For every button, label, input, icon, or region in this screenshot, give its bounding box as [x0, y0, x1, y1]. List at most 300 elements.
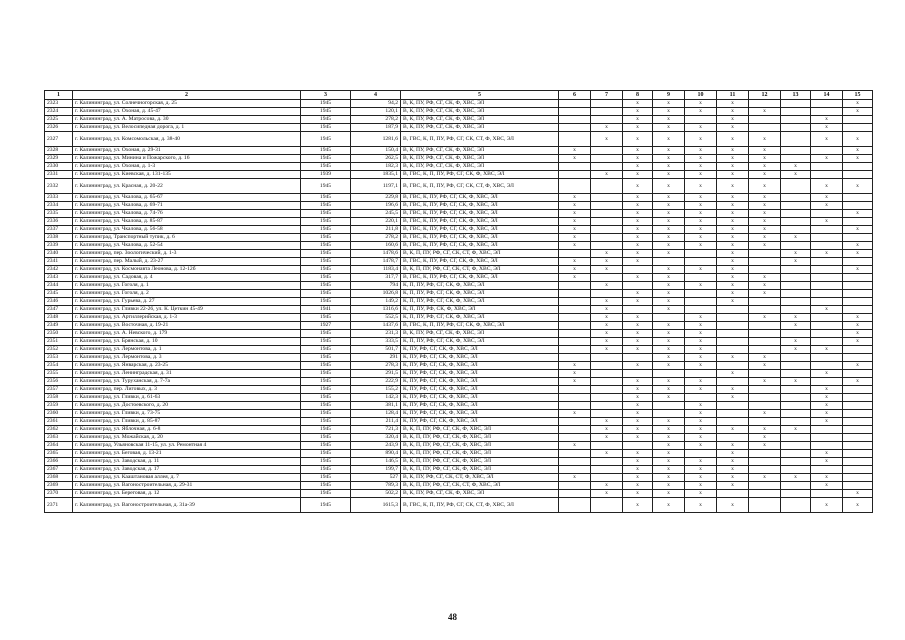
cell-col-8: x: [623, 426, 653, 434]
cell-col-12: [749, 338, 781, 346]
cell-col-2: г. Калининград, ул. Достоевского, д. 20: [73, 402, 301, 410]
cell-col-5: В, ГВС, К, ПУ, РФ, СГ, СК, Ф, ХВС, ЭЛ: [401, 218, 559, 226]
cell-col-8: x: [623, 116, 653, 124]
cell-col-13: [781, 108, 811, 116]
cell-col-4: 890,4: [351, 450, 401, 458]
cell-col-14: x: [811, 386, 843, 394]
cell-col-6: [559, 330, 591, 338]
cell-col-13: [781, 442, 811, 450]
cell-col-7: x: [591, 346, 623, 354]
cell-col-10: x: [685, 474, 717, 482]
cell-col-4: 320,4: [351, 434, 401, 442]
table-row: [45, 218, 873, 226]
cell-col-6: x: [559, 362, 591, 370]
cell-col-2: г. Калининград, пер. Малый, д. 23-27: [73, 258, 301, 266]
cell-col-4: 794: [351, 282, 401, 290]
cell-col-1: 2333: [45, 194, 73, 202]
cell-col-10: [685, 370, 717, 378]
cell-col-10: x: [685, 330, 717, 338]
cell-col-7: [591, 354, 623, 362]
cell-col-1: 2370: [45, 490, 73, 498]
cell-col-13: [781, 402, 811, 410]
cell-col-13: x: [781, 474, 811, 482]
cell-col-6: [559, 179, 591, 194]
cell-col-8: x: [623, 434, 653, 442]
cell-col-15: [843, 274, 873, 282]
cell-col-14: x: [811, 418, 843, 426]
cell-col-14: x: [811, 450, 843, 458]
table-row: [45, 434, 873, 442]
cell-col-12: [749, 306, 781, 314]
table-row: [45, 314, 873, 322]
cell-col-1: 2328: [45, 147, 73, 155]
cell-col-7: x: [591, 250, 623, 258]
cell-col-7: [591, 498, 623, 513]
table-row: [45, 210, 873, 218]
cell-col-14: x: [811, 155, 843, 163]
cell-col-5: В, К, ПУ, РФ, СГ, СК, Ф, ХВС, ЭЛ: [401, 155, 559, 163]
cell-col-5: В, ГВС, К, ПУ, РФ, СГ, СК, Ф, ХВС, ЭЛ: [401, 202, 559, 210]
cell-col-14: x: [811, 394, 843, 402]
table-row: [45, 194, 873, 202]
cell-col-3: 1945: [301, 147, 351, 155]
header-cell-15: 15: [843, 91, 873, 100]
cell-col-12: x: [749, 163, 781, 171]
cell-col-11: x: [717, 108, 749, 116]
cell-col-3: 1945: [301, 282, 351, 290]
cell-col-8: x: [623, 202, 653, 210]
cell-col-12: [749, 394, 781, 402]
cell-col-15: x: [843, 155, 873, 163]
cell-col-6: x: [559, 474, 591, 482]
cell-col-15: [843, 434, 873, 442]
cell-col-3: 1945: [301, 163, 351, 171]
cell-col-1: 2324: [45, 108, 73, 116]
cell-col-4: 245,5: [351, 210, 401, 218]
table-row: [45, 234, 873, 242]
cell-col-2: г. Калининград, ул. Комсомольская, д. 38-40: [73, 132, 301, 147]
cell-col-7: [591, 410, 623, 418]
cell-col-4: 1026,8: [351, 290, 401, 298]
table-row: [45, 179, 873, 194]
cell-col-13: [781, 458, 811, 466]
cell-col-6: [559, 314, 591, 322]
cell-col-13: [781, 498, 811, 513]
cell-col-14: x: [811, 474, 843, 482]
table-row: [45, 242, 873, 250]
cell-col-5: В, ГВС, К, ПУ, РФ, СГ, СК, Ф, ХВС, ЭЛ: [401, 210, 559, 218]
cell-col-14: [811, 354, 843, 362]
cell-col-4: 1197,1: [351, 179, 401, 194]
cell-col-8: x: [623, 474, 653, 482]
cell-col-5: К, ПУ, РФ, СГ, СК, Ф, ХВС, ЭЛ: [401, 418, 559, 426]
cell-col-3: 1945: [301, 362, 351, 370]
cell-col-7: [591, 116, 623, 124]
table-row: [45, 171, 873, 179]
cell-col-9: x: [653, 147, 685, 155]
cell-col-12: x: [749, 434, 781, 442]
cell-col-5: В, ГВС, К, ПУ, РФ, СГ, СК, Ф, ХВС, ЭЛ: [401, 242, 559, 250]
cell-col-9: x: [653, 466, 685, 474]
cell-col-9: x: [653, 386, 685, 394]
cell-col-10: [685, 116, 717, 124]
cell-col-7: [591, 290, 623, 298]
cell-col-13: [781, 290, 811, 298]
cell-col-2: г. Калининград, ул. А. Невского, д. 179: [73, 330, 301, 338]
cell-col-6: x: [559, 266, 591, 274]
cell-col-10: [685, 274, 717, 282]
cell-col-11: x: [717, 282, 749, 290]
cell-col-4: 142,3: [351, 394, 401, 402]
cell-col-5: В, К, ПУ, РФ, СГ, СК, Ф, ХВС, ЭЛ: [401, 108, 559, 116]
cell-col-10: x: [685, 426, 717, 434]
cell-col-7: [591, 370, 623, 378]
cell-col-14: x: [811, 202, 843, 210]
cell-col-11: x: [717, 226, 749, 234]
cell-col-3: 1945: [301, 354, 351, 362]
cell-col-2: г. Калининград, ул. Велосипедная дорога, д. 1: [73, 124, 301, 132]
cell-col-3: 1945: [301, 474, 351, 482]
cell-col-11: x: [717, 298, 749, 306]
table-row: [45, 338, 873, 346]
cell-col-8: x: [623, 490, 653, 498]
cell-col-15: [843, 258, 873, 266]
cell-col-5: В, ГВС, К, ПУ, РФ, СГ, СК, Ф, ХВС, ЭЛ: [401, 258, 559, 266]
cell-col-10: x: [685, 132, 717, 147]
cell-col-5: К, ПУ, РФ, СГ, СК, Ф, ХВС, ЭЛ: [401, 346, 559, 354]
cell-col-13: x: [781, 250, 811, 258]
cell-col-12: [749, 466, 781, 474]
header-cell-12: 12: [749, 91, 781, 100]
cell-col-1: 2357: [45, 386, 73, 394]
cell-col-6: x: [559, 226, 591, 234]
cell-col-2: г. Калининград, ул. Гливки, д. 73-75: [73, 410, 301, 418]
cell-col-2: г. Калининград, ул. Заводская, д. 11: [73, 458, 301, 466]
cell-col-10: [685, 450, 717, 458]
cell-col-2: г. Калининград, ул. Брянская, д. 10: [73, 338, 301, 346]
cell-col-4: 196,6: [351, 202, 401, 210]
cell-col-7: [591, 242, 623, 250]
cell-col-11: [717, 314, 749, 322]
cell-col-14: [811, 290, 843, 298]
cell-col-7: x: [591, 258, 623, 266]
cell-col-5: В, К, П, ПУ, РФ, СГ, СК, Ф, ХВС, ЭЛ: [401, 426, 559, 434]
cell-col-15: [843, 474, 873, 482]
cell-col-2: г. Калининград, ул. Январская, д. 23-25: [73, 362, 301, 370]
cell-col-15: [843, 290, 873, 298]
cell-col-8: x: [623, 410, 653, 418]
cell-col-3: 1945: [301, 124, 351, 132]
cell-col-12: [749, 250, 781, 258]
cell-col-2: г. Калининград, ул. Чкалова, д. 65-67: [73, 194, 301, 202]
cell-col-4: 317,7: [351, 274, 401, 282]
cell-col-8: x: [623, 234, 653, 242]
cell-col-8: x: [623, 179, 653, 194]
cell-col-10: [685, 298, 717, 306]
cell-col-2: г. Калининград, ул. Охоная, д. 29-31: [73, 147, 301, 155]
cell-col-8: x: [623, 418, 653, 426]
cell-col-6: [559, 346, 591, 354]
cell-col-1: 2349: [45, 322, 73, 330]
cell-col-15: x: [843, 266, 873, 274]
cell-col-2: г. Калининград, ул. Вагоностроительная, д. 31а-39: [73, 498, 301, 513]
cell-col-2: г. Калининград, ул. Беговая, д. 13-21: [73, 450, 301, 458]
cell-col-13: [781, 394, 811, 402]
cell-col-11: x: [717, 218, 749, 226]
cell-col-15: x: [843, 314, 873, 322]
cell-col-10: x: [685, 338, 717, 346]
cell-col-7: [591, 274, 623, 282]
cell-col-5: К, ПУ, РФ, СГ, СК, Ф, ХВС, ЭЛ: [401, 354, 559, 362]
cell-col-8: x: [623, 458, 653, 466]
cell-col-9: x: [653, 179, 685, 194]
cell-col-11: x: [717, 482, 749, 490]
cell-col-11: x: [717, 290, 749, 298]
cell-col-4: 211,4: [351, 418, 401, 426]
cell-col-6: [559, 354, 591, 362]
cell-col-5: К, ПУ, РФ, СГ, СК, Ф, ХВС, ЭЛ: [401, 410, 559, 418]
cell-col-11: x: [717, 100, 749, 108]
cell-col-11: x: [717, 458, 749, 466]
cell-col-13: [781, 362, 811, 370]
cell-col-1: 2340: [45, 250, 73, 258]
cell-col-2: г. Калининград, ул. Красная, д. 20-22: [73, 179, 301, 194]
table-row: [45, 322, 873, 330]
cell-col-8: x: [623, 314, 653, 322]
cell-col-10: x: [685, 402, 717, 410]
cell-col-3: 1939: [301, 171, 351, 179]
cell-col-12: x: [749, 314, 781, 322]
cell-col-14: x: [811, 346, 843, 354]
cell-col-6: x: [559, 242, 591, 250]
cell-col-8: x: [623, 132, 653, 147]
cell-col-12: [749, 370, 781, 378]
cell-col-6: [559, 418, 591, 426]
cell-col-1: 2335: [45, 210, 73, 218]
cell-col-15: [843, 306, 873, 314]
cell-col-5: К, П, ПУ, РФ, СГ, СК, Ф, ХВС, ЭЛ: [401, 314, 559, 322]
cell-col-12: x: [749, 362, 781, 370]
cell-col-4: 222,9: [351, 378, 401, 386]
cell-col-4: 527: [351, 474, 401, 482]
cell-col-7: [591, 202, 623, 210]
cell-col-13: [781, 490, 811, 498]
cell-col-15: x: [843, 100, 873, 108]
cell-col-11: x: [717, 442, 749, 450]
cell-col-10: x: [685, 434, 717, 442]
cell-col-13: [781, 132, 811, 147]
cell-col-8: [623, 306, 653, 314]
cell-col-12: x: [749, 378, 781, 386]
cell-col-15: [843, 218, 873, 226]
cell-col-13: x: [781, 426, 811, 434]
table-row: [45, 100, 873, 108]
cell-col-3: 1945: [301, 442, 351, 450]
cell-col-4: 187,9: [351, 124, 401, 132]
cell-col-1: 2365: [45, 450, 73, 458]
cell-col-13: [781, 194, 811, 202]
cell-col-1: 2353: [45, 354, 73, 362]
cell-col-14: [811, 100, 843, 108]
cell-col-6: x: [559, 370, 591, 378]
cell-col-9: x: [653, 482, 685, 490]
header-cell-6: 6: [559, 91, 591, 100]
cell-col-8: x: [623, 274, 653, 282]
cell-col-3: 1945: [301, 210, 351, 218]
cell-col-5: К, ПУ, РФ, СГ, СК, Ф, ХВС, ЭЛ: [401, 378, 559, 386]
cell-col-5: В, К, ПУ, РФ, СГ, СК, Ф, ХВС, ЭЛ: [401, 100, 559, 108]
cell-col-10: x: [685, 314, 717, 322]
cell-col-6: [559, 108, 591, 116]
table-row: [45, 402, 873, 410]
cell-col-6: x: [559, 410, 591, 418]
cell-col-8: x: [623, 402, 653, 410]
cell-col-6: [559, 322, 591, 330]
cell-col-15: [843, 194, 873, 202]
cell-col-6: [559, 402, 591, 410]
cell-col-3: 1945: [301, 132, 351, 147]
cell-col-13: [781, 155, 811, 163]
cell-col-5: В, К, П, ПУ, РФ, СГ, СК, Ф, ХВС, ЭЛ: [401, 450, 559, 458]
cell-col-11: [717, 346, 749, 354]
cell-col-1: 2366: [45, 458, 73, 466]
cell-col-2: г. Калининград, ул. Туруханская, д. 7-7а: [73, 378, 301, 386]
cell-col-12: x: [749, 410, 781, 418]
cell-col-4: 160,6: [351, 242, 401, 250]
cell-col-1: 2332: [45, 179, 73, 194]
cell-col-12: [749, 386, 781, 394]
cell-col-2: г. Калининград, ул. Заводская, д. 17: [73, 466, 301, 474]
cell-col-1: 2334: [45, 202, 73, 210]
cell-col-10: x: [685, 386, 717, 394]
cell-col-6: x: [559, 147, 591, 155]
cell-col-15: [843, 234, 873, 242]
cell-col-3: 1945: [301, 202, 351, 210]
cell-col-3: 1945: [301, 274, 351, 282]
cell-col-14: [811, 466, 843, 474]
cell-col-7: [591, 362, 623, 370]
cell-col-2: г. Калининград, ул. Чкалова, д. 56-58: [73, 226, 301, 234]
cell-col-12: [749, 458, 781, 466]
cell-col-14: [811, 226, 843, 234]
cell-col-11: x: [717, 498, 749, 513]
cell-col-12: x: [749, 242, 781, 250]
cell-col-2: г. Калининград, ул. Гурьева, д. 27: [73, 298, 301, 306]
cell-col-2: г. Калининград, ул. Вагоностроительная, д. 29-31: [73, 482, 301, 490]
cell-col-9: x: [653, 434, 685, 442]
cell-col-8: [623, 282, 653, 290]
cell-col-11: x: [717, 179, 749, 194]
cell-col-7: x: [591, 482, 623, 490]
header-cell-7: 7: [591, 91, 623, 100]
cell-col-7: x: [591, 418, 623, 426]
cell-col-10: x: [685, 378, 717, 386]
cell-col-15: [843, 386, 873, 394]
table-row: [45, 290, 873, 298]
cell-col-11: [717, 322, 749, 330]
cell-col-15: x: [843, 362, 873, 370]
cell-col-14: [811, 258, 843, 266]
cell-col-2: г. Калининград, ул. Чкалова, д. 85-87: [73, 218, 301, 226]
header-cell-9: 9: [653, 91, 685, 100]
cell-col-8: [623, 370, 653, 378]
cell-col-3: 1945: [301, 234, 351, 242]
cell-col-8: x: [623, 108, 653, 116]
cell-col-10: x: [685, 171, 717, 179]
cell-col-6: [559, 124, 591, 132]
cell-col-2: г. Калининград, ул. Гливки 22-26, ул. К. Цеткин 45-49: [73, 306, 301, 314]
cell-col-10: x: [685, 163, 717, 171]
table-body: [45, 91, 873, 513]
header-cell-2: 2: [73, 91, 301, 100]
cell-col-5: В, К, П, ПУ, РФ, СГ, СК, СТ, Ф, ХВС, ЭЛ: [401, 266, 559, 274]
cell-col-11: x: [717, 466, 749, 474]
table-row: [45, 116, 873, 124]
cell-col-10: x: [685, 194, 717, 202]
cell-col-4: 278,3: [351, 362, 401, 370]
cell-col-14: [811, 490, 843, 498]
cell-col-8: x: [623, 218, 653, 226]
cell-col-13: [781, 210, 811, 218]
cell-col-8: x: [623, 242, 653, 250]
cell-col-7: x: [591, 426, 623, 434]
cell-col-4: 94,2: [351, 100, 401, 108]
cell-col-5: В, ГВС, К, П, ПУ, РФ, СГ, СК, СТ, Ф, ХВС, ЭЛ: [401, 179, 559, 194]
cell-col-3: 1945: [301, 218, 351, 226]
cell-col-10: x: [685, 282, 717, 290]
cell-col-8: [623, 354, 653, 362]
cell-col-10: x: [685, 498, 717, 513]
header-cell-10: 10: [685, 91, 717, 100]
cell-col-5: К, ПУ, РФ, СГ, СК, Ф, ХВС, ЭЛ: [401, 370, 559, 378]
cell-col-13: [781, 242, 811, 250]
cell-col-9: x: [653, 234, 685, 242]
cell-col-7: [591, 155, 623, 163]
cell-col-15: x: [843, 322, 873, 330]
cell-col-6: x: [559, 442, 591, 450]
cell-col-1: 2329: [45, 155, 73, 163]
cell-col-12: x: [749, 218, 781, 226]
cell-col-15: [843, 202, 873, 210]
cell-col-9: x: [653, 132, 685, 147]
cell-col-11: x: [717, 242, 749, 250]
cell-col-4: 502,2: [351, 490, 401, 498]
cell-col-8: x: [623, 386, 653, 394]
cell-col-11: [717, 338, 749, 346]
cell-col-10: x: [685, 354, 717, 362]
cell-col-6: [559, 482, 591, 490]
cell-col-14: [811, 266, 843, 274]
cell-col-8: x: [623, 171, 653, 179]
table-row: [45, 370, 873, 378]
cell-col-6: [559, 466, 591, 474]
housing-register-table: [44, 90, 873, 513]
cell-col-6: [559, 338, 591, 346]
cell-col-14: [811, 108, 843, 116]
cell-col-1: 2343: [45, 274, 73, 282]
cell-col-3: 1945: [301, 378, 351, 386]
table-row: [45, 155, 873, 163]
cell-col-7: x: [591, 171, 623, 179]
cell-col-3: 1945: [301, 386, 351, 394]
cell-col-15: [843, 298, 873, 306]
cell-col-6: [559, 132, 591, 147]
cell-col-4: 231,3: [351, 330, 401, 338]
cell-col-10: x: [685, 242, 717, 250]
cell-col-14: x: [811, 482, 843, 490]
cell-col-4: 721,3: [351, 426, 401, 434]
cell-col-15: [843, 346, 873, 354]
